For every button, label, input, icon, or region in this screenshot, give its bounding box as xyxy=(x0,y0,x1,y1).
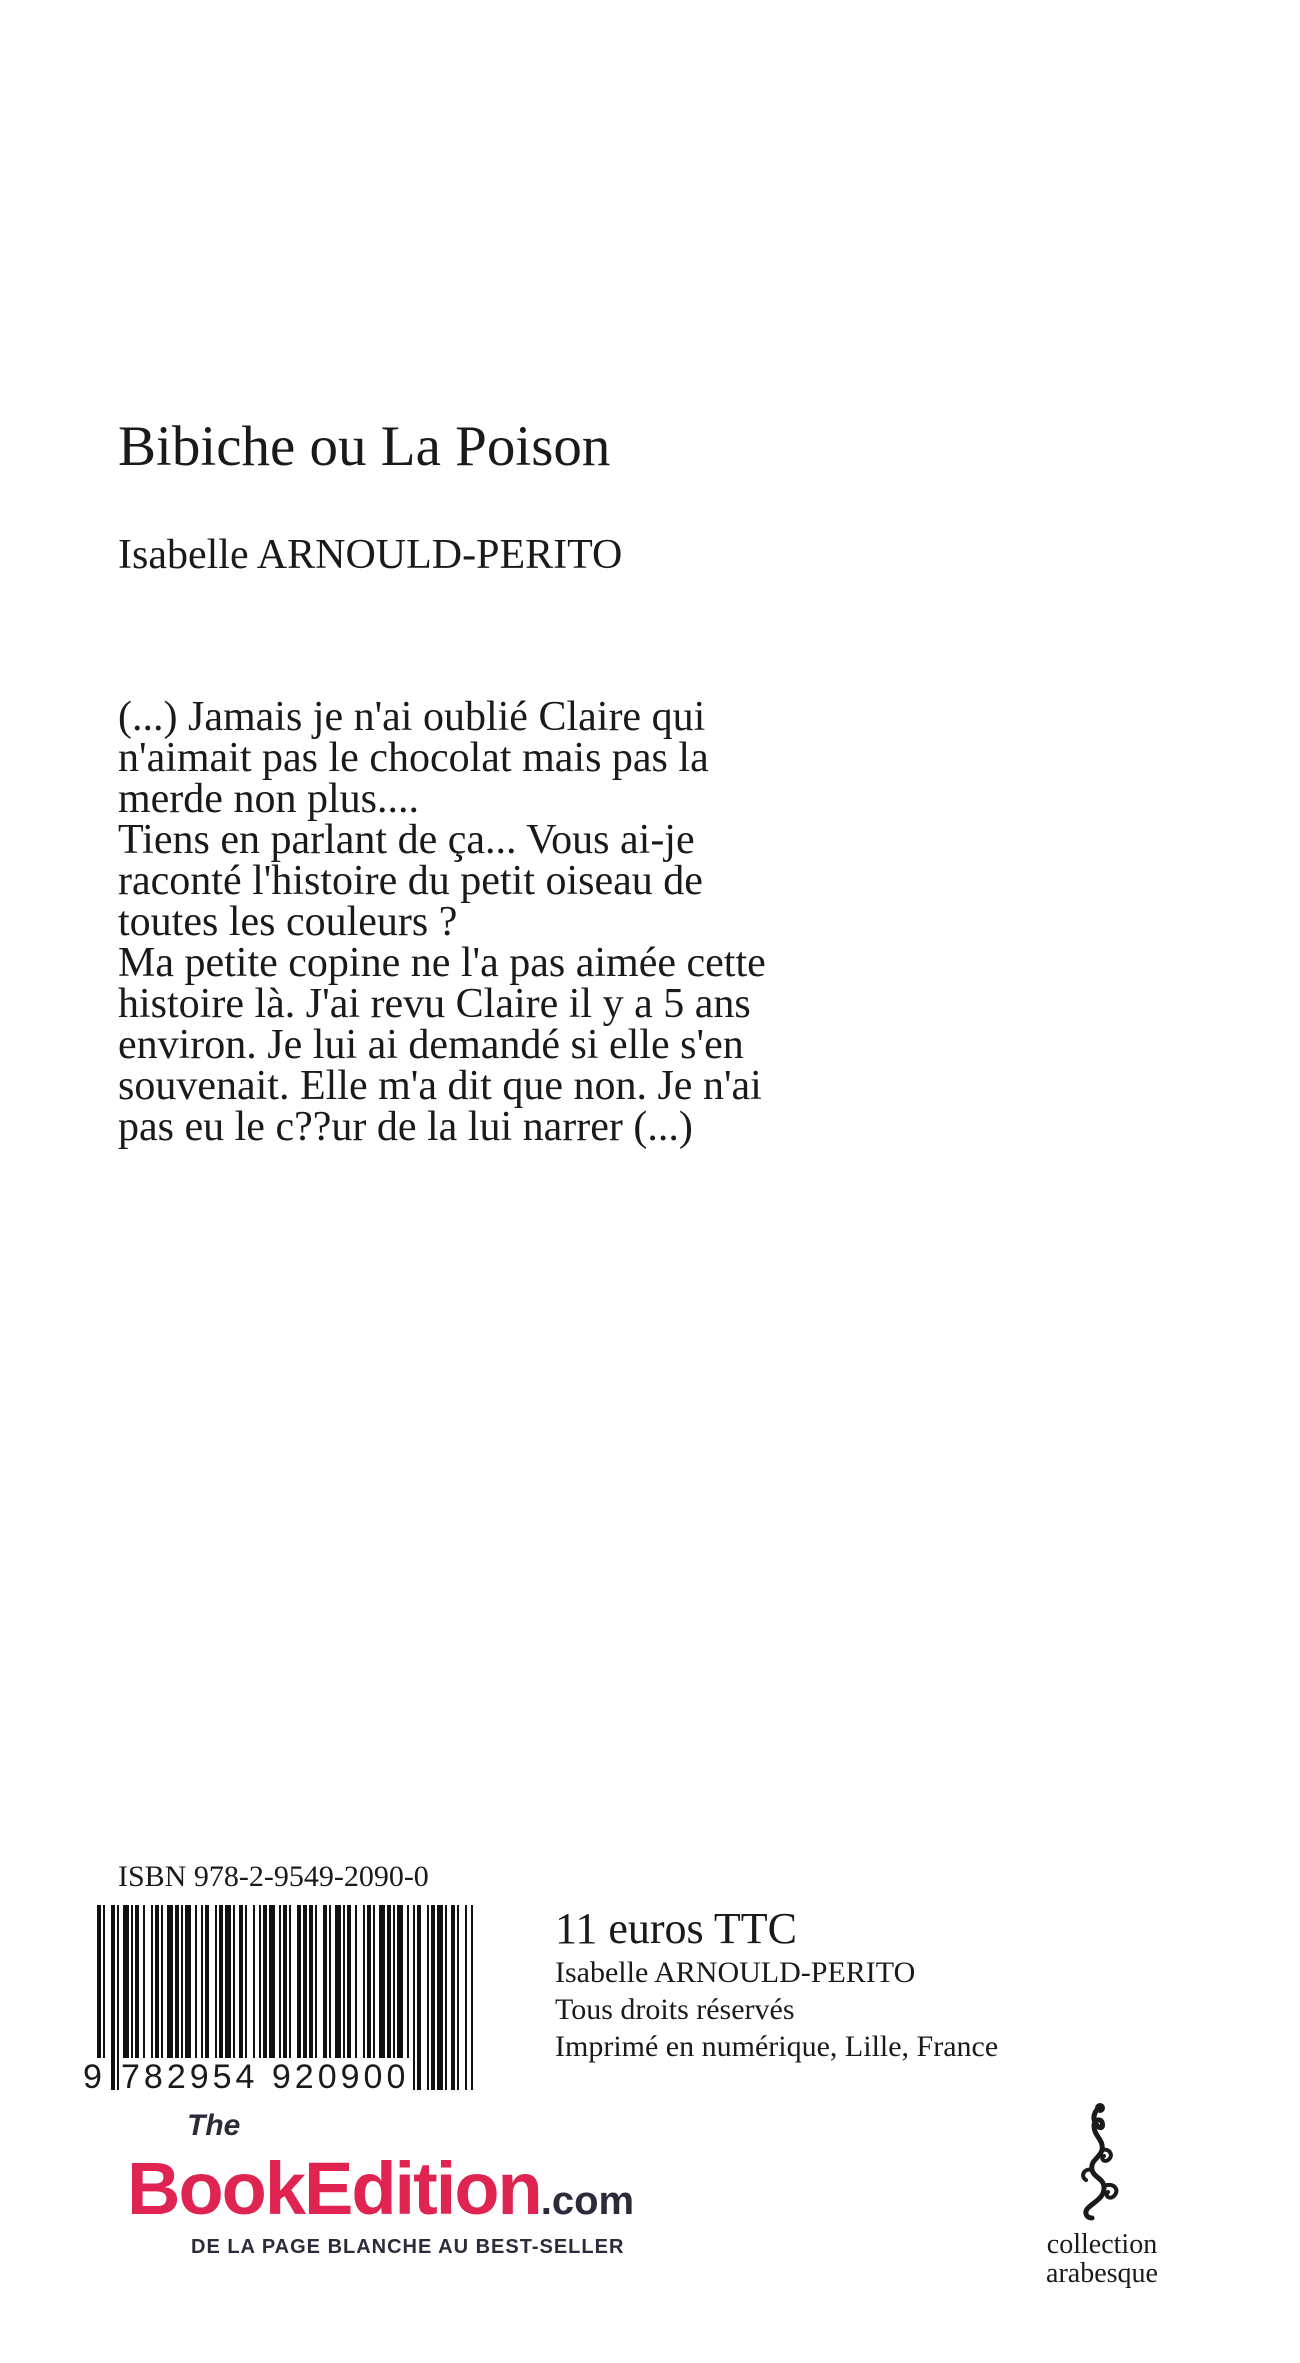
blurb-line: souvenait. Elle m'a dit que non. Je n'ai xyxy=(118,1063,762,1109)
printing-notice: Imprimé en numérique, Lille, France xyxy=(555,2030,999,2063)
blurb-line: Ma petite copine ne l'a pas aimée cette xyxy=(118,940,766,986)
book-title: Bibiche ou La Poison xyxy=(118,415,611,478)
rights-holder: Isabelle ARNOULD-PERITO xyxy=(555,1956,916,1989)
blurb-line: merde non plus.... xyxy=(118,776,419,822)
publication-info xyxy=(555,1904,998,2065)
collection-name: arabesque xyxy=(1046,2258,1158,2289)
collection-label xyxy=(1032,2230,1172,2288)
isbn-label: ISBN 978-2-9549-2090-0 xyxy=(118,1860,429,1893)
collection-line: collection xyxy=(1046,2229,1158,2260)
barcode-digits xyxy=(83,2058,483,2098)
blurb-line: toutes les couleurs ? xyxy=(118,899,458,945)
back-cover-blurb xyxy=(118,694,978,1150)
logo-the: The xyxy=(187,2109,241,2142)
price: 11 euros TTC xyxy=(555,1904,797,1953)
logo-dotcom: .com xyxy=(540,2179,635,2223)
book-author: Isabelle ARNOULD-PERITO xyxy=(118,532,623,578)
barcode-number: 782954 920900 xyxy=(121,2058,410,2096)
blurb-line: raconté l'histoire du petit oiseau de xyxy=(118,858,703,904)
blurb-line: n'aimait pas le chocolat mais pas la xyxy=(118,735,709,781)
logo-brand-name: BookEdition xyxy=(127,2147,541,2230)
barcode-first-digit: 9 xyxy=(83,2058,106,2097)
arabesque-emblem-icon xyxy=(1048,2098,1148,2228)
publisher-logo xyxy=(127,2109,717,2262)
logo-tagline: DE LA PAGE BLANCHE AU BEST-SELLER xyxy=(191,2236,625,2258)
logo-brand xyxy=(127,2147,635,2230)
blurb-line: pas eu le c??ur de la lui narrer (...) xyxy=(118,1104,693,1150)
blurb-line: Tiens en parlant de ça... Vous ai-je xyxy=(118,817,695,863)
blurb-line: (...) Jamais je n'ai oublié Claire qui xyxy=(118,694,706,740)
rights-notice: Tous droits réservés xyxy=(555,1993,795,2026)
blurb-line: histoire là. J'ai revu Claire il y a 5 ans xyxy=(118,981,751,1027)
blurb-line: environ. Je lui ai demandé si elle s'en xyxy=(118,1022,744,1068)
